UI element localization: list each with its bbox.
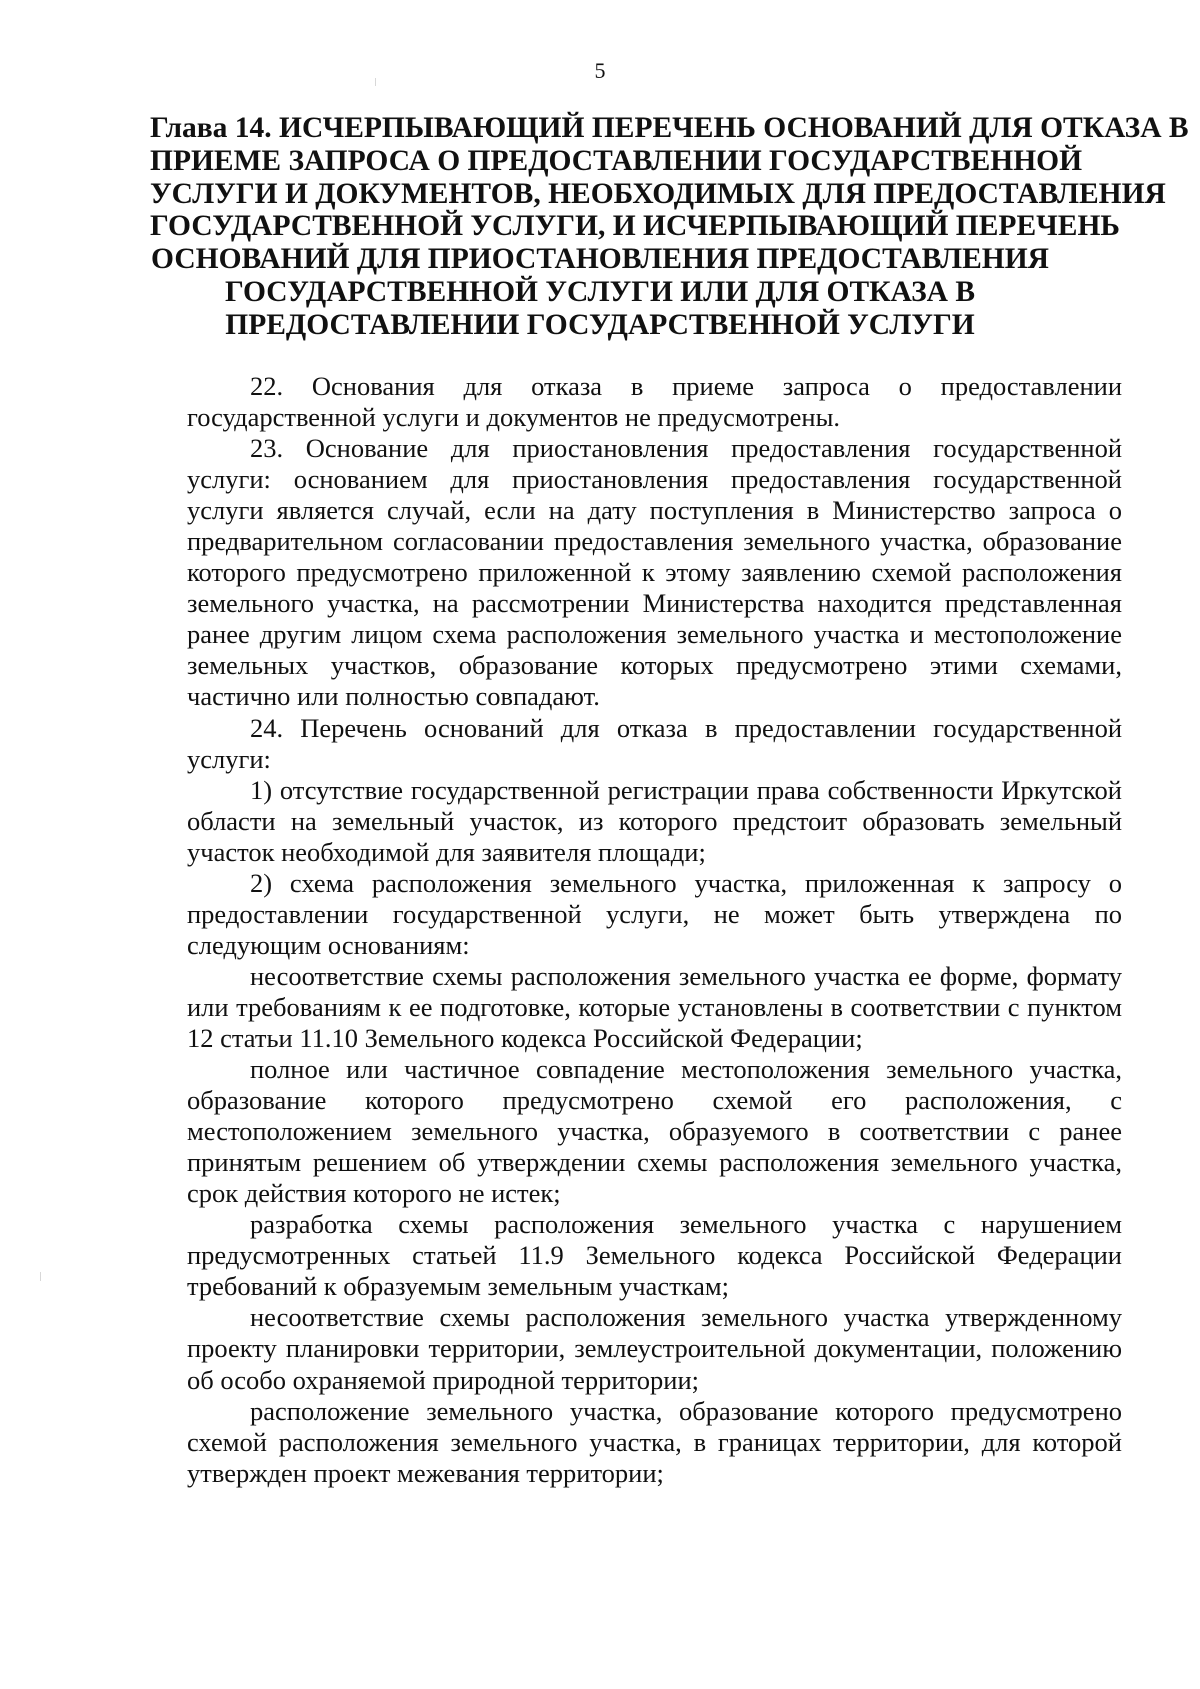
chapter-title-line: ГОСУДАРСТВЕННОЙ УСЛУГИ ИЛИ ДЛЯ ОТКАЗА В bbox=[224, 275, 976, 308]
chapter-title-line: ГОСУДАРСТВЕННОЙ УСЛУГИ, И ИСЧЕРПЫВАЮЩИЙ ПЕРЕЧЕНЬ bbox=[150, 210, 1120, 243]
paragraph-23: 23. Основание для приостановления предоставления государственной услуги: основанием для приостановления предоставления государственной услуги является случай, если на дату поступления в Министерство запроса о предварительном согласовании предоставления земельного участка, образование которого предусмотрено приложенной к этому заявлению схемой расположения земельного участка, на рассмотрении Министерства находится представленная ранее другим лицом схема расположения земельного участка и местоположение земельных участков, образование которых предусмотрено этими схемами, частично или полностью совпадают. bbox=[187, 433, 1122, 712]
scan-artifact-mark bbox=[375, 78, 376, 86]
paragraph-24-item-2-ground-c: разработка схемы расположения земельного участка с нарушением предусмотренных статьей 11.9 Земельного кодекса Российской Федерации требований к образуемым земельным участкам; bbox=[187, 1209, 1122, 1302]
paragraph-24-item-2-ground-a: несоответствие схемы расположения земельного участка ее форме, формату или требованиям к ее подготовке, которые установлены в соответствии с пунктом 12 статьи 11.10 Земельного кодекса Российской Федерации; bbox=[187, 960, 1122, 1053]
paragraph-24-item-2: 2) схема расположения земельного участка, приложенная к запросу о предоставлении государственной услуги, не может быть утверждена по следующим основаниям: bbox=[187, 867, 1122, 960]
paragraph-24-item-2-ground-d: несоответствие схемы расположения земельного участка утвержденному проекту планировки территории, землеустроительной документации, положению об особо охраняемой природной территории; bbox=[187, 1302, 1122, 1395]
scan-artifact-mark bbox=[40, 1272, 41, 1281]
chapter-title bbox=[150, 112, 1189, 342]
chapter-title-line: ПРИЕМЕ ЗАПРОСА О ПРЕДОСТАВЛЕНИИ ГОСУДАРСТВЕННОЙ bbox=[150, 144, 1083, 177]
chapter-title-line: Глава 14. ИСЧЕРПЫВАЮЩИЙ ПЕРЕЧЕНЬ ОСНОВАНИЙ ДЛЯ ОТКАЗА В bbox=[150, 112, 1189, 144]
paragraph-24: 24. Перечень оснований для отказа в предоставлении государственной услуги: bbox=[187, 712, 1122, 774]
paragraph-24-item-2-ground-e: расположение земельного участка, образование которого предусмотрено схемой расположения земельного участка, в границах территории, для которой утвержден проект межевания территории; bbox=[187, 1395, 1122, 1488]
paragraph-24-item-1: 1) отсутствие государственной регистрации права собственности Иркутской области на земельный участок, из которого предстоит образовать земельный участок необходимой для заявителя площади; bbox=[187, 774, 1122, 867]
chapter-title-line: ОСНОВАНИЙ ДЛЯ ПРИОСТАНОВЛЕНИЯ ПРЕДОСТАВЛЕНИЯ bbox=[151, 243, 1049, 276]
page-number: 5 bbox=[594, 58, 606, 83]
chapter-title-line: ПРЕДОСТАВЛЕНИИ ГОСУДАРСТВЕННОЙ УСЛУГИ bbox=[225, 308, 975, 341]
paragraph-22: 22. Основания для отказа в приеме запроса о предоставлении государственной услуги и документов не предусмотрены. bbox=[187, 371, 1122, 433]
document-body bbox=[187, 371, 1122, 1489]
chapter-title-line: УСЛУГИ И ДОКУМЕНТОВ, НЕОБХОДИМЫХ ДЛЯ ПРЕДОСТАВЛЕНИЯ bbox=[150, 177, 1166, 210]
paragraph-24-item-2-ground-b: полное или частичное совпадение местоположения земельного участка, образование которого предусмотрено схемой его расположения, с местоположением земельного участка, образуемого в соответствии с ранее принятым решением об утверждении схемы расположения земельного участка, срок действия которого не истек; bbox=[187, 1054, 1122, 1209]
